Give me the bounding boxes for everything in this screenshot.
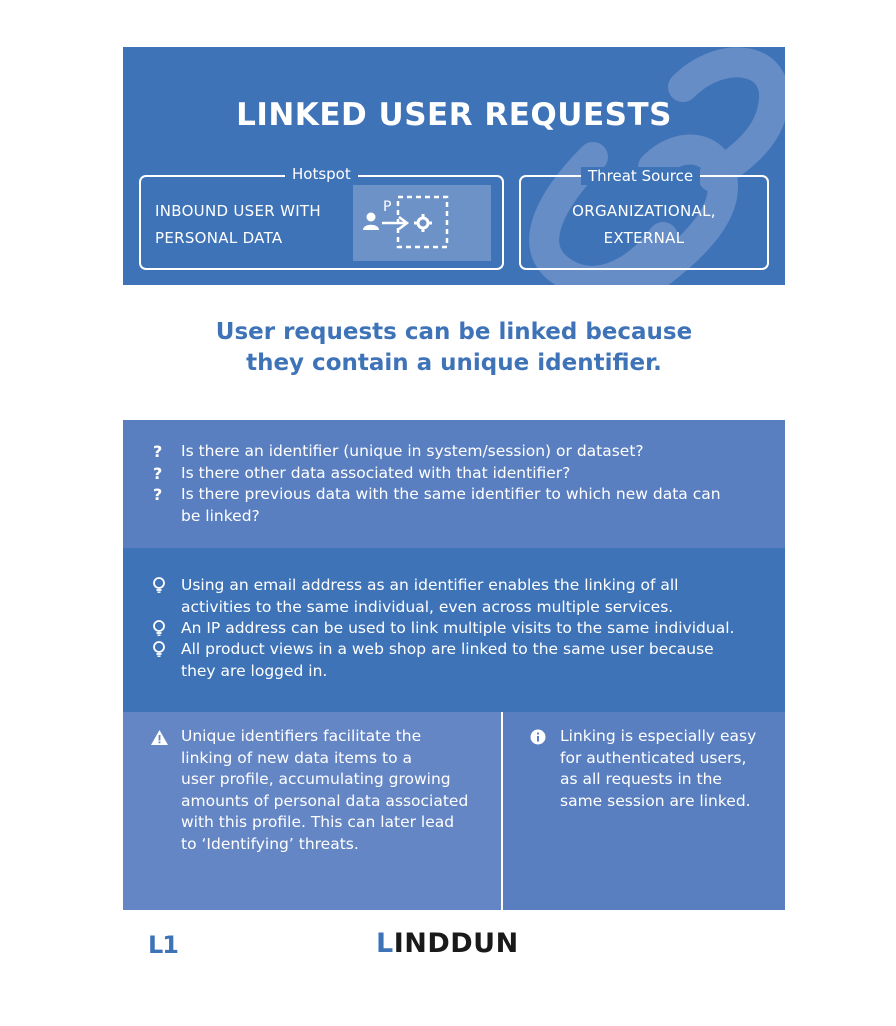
hotspot-text-line: INBOUND USER WITH [155,202,321,220]
question-item: Is there other data associated with that identifier? [181,464,571,482]
dataflow-diagram [353,185,491,261]
question-mark-icon: ? [153,485,163,504]
warning-line: Unique identifiers facilitate the [181,727,422,745]
flow-letter: P [383,199,392,215]
question-mark-icon: ? [153,442,163,461]
lightbulb-icon [152,641,166,657]
warning-icon [150,729,169,746]
question-item: Is there previous data with the same identifier to which new data can [181,485,721,503]
lightbulb-icon [152,620,166,636]
hotspot-description [155,198,355,252]
subtitle-line: User requests can be linked because [215,319,693,345]
brand-rest: INDDUN [393,928,519,959]
example-item-continued: activities to the same individual, even across multiple services. [181,598,674,616]
card-title: LINKED USER REQUESTS [236,97,672,133]
example-item-continued: they are logged in. [181,662,328,680]
questions-panel [123,420,785,548]
example-item: An IP address can be used to link multiple visits to the same individual. [181,619,735,637]
hotspot-label: Hotspot [285,165,358,183]
warning-line: with this profile. This can later lead [181,813,455,831]
warning-line: linking of new data items to a [181,749,412,767]
hotspot-text-line: PERSONAL DATA [155,229,283,247]
threat-text-line: ORGANIZATIONAL, [572,202,716,220]
info-line: Linking is especially easy [560,727,757,745]
example-item: Using an email address as an identifier enables the linking of all [181,576,679,594]
warning-line: amounts of personal data associated [181,792,469,810]
threat-source-description [519,198,769,252]
warning-line: to ‘Identifying’ threats. [181,835,359,853]
threat-source-label: Threat Source [581,167,700,185]
subtitle-line: they contain a unique identifier. [246,350,662,376]
info-line: same session are linked. [560,792,751,810]
example-item: All product views in a web shop are linked to the same user because [181,640,714,658]
question-item-continued: be linked? [181,507,260,525]
question-item: Is there an identifier (unique in system/session) or dataset? [181,442,644,460]
warning-panel [123,712,501,910]
header-card [123,47,785,285]
warning-line: user profile, accumulating growing [181,770,451,788]
info-panel [503,712,785,910]
user-to-process-flow-icon [353,185,491,261]
info-icon [530,729,546,745]
examples-panel [123,548,785,712]
lightbulb-icon [152,577,166,593]
card-code: L1 [148,931,178,959]
threat-text-line: EXTERNAL [603,229,685,247]
info-line: as all requests in the [560,770,722,788]
card-subtitle [123,317,785,379]
info-line: for authenticated users, [560,749,747,767]
linddun-logo [376,928,519,959]
question-mark-icon: ? [153,464,163,483]
brand-initial: L [376,928,394,959]
